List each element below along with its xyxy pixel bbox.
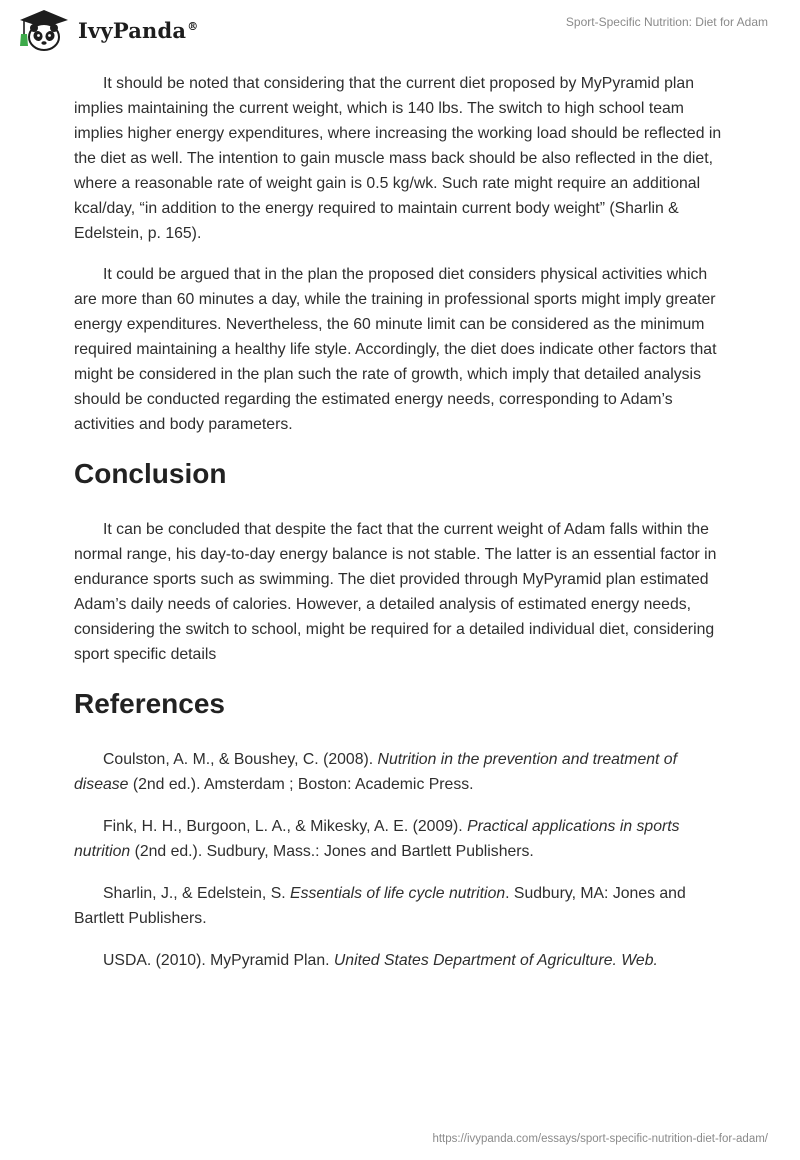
body-paragraph: It should be noted that considering that the current diet proposed by MyPyramid plan implies maintaining the current weight, which is 140 lbs. The switch to high school team implies higher energy expenditures, where increasing the working load should be reflected in the diet as well. The intention to gain muscle mass back should be also reflected in the diet, where a reasonable rate of weight gain is 0.5 kg/wk. Such rate might require an additional kcal/day, “in addition to the energy required to maintain current body weight” (Sharlin & Edelstein, p. 165).	[74, 75, 722, 242]
panda-graduation-cap-icon	[14, 8, 72, 52]
conclusion-paragraph: It can be concluded that despite the fact that the current weight of Adam falls within the normal range, his day-to-day energy balance is not stable. The latter is an essential factor in endurance sports such as swimming. The diet provided through MyPyramid plan estimated Adam’s daily needs of calories. However, a detailed analysis of estimated energy needs, considering the switch to school, might be required for a detailed individual diet, considering sport specific details	[74, 521, 717, 663]
ivypanda-logo[interactable]	[14, 8, 198, 52]
conclusion-heading: Conclusion	[74, 458, 227, 489]
document-title: Sport-Specific Nutrition: Diet for Adam	[565, 15, 768, 29]
page-header	[0, 0, 800, 60]
essay-content	[74, 71, 724, 990]
source-url-link[interactable]: https://ivypanda.com/essays/sport-specific-nutrition-diet-for-adam/	[432, 1133, 768, 1145]
references-list	[74, 747, 724, 973]
reference-item: Fink, H. H., Burgoon, L. A., & Mikesky, A. E. (2009). Practical applications in sports nutrition (2nd ed.). Sudbury, Mass.: Jones and Bartlett Publishers.	[74, 818, 680, 860]
reference-item: USDA. (2010). MyPyramid Plan. United States Department of Agriculture. Web.	[103, 952, 658, 969]
body-paragraph: It could be argued that in the plan the proposed diet considers physical activities which are more than 60 minutes a day, while the training in professional sports might imply greater energy expenditures. Nevertheless, the 60 minute limit can be considered as the minimum required maintaining a healthy life style. Accordingly, the diet does indicate other factors that might be considered in the plan such the rate of growth, which imply that detailed analysis should be conducted regarding the estimated energy needs, corresponding to Adam’s activities and body parameters.	[74, 266, 717, 433]
logo-wordmark: IvyPanda®	[78, 17, 199, 43]
reference-item: Sharlin, J., & Edelstein, S. Essentials of life cycle nutrition. Sudbury, MA: Jones and Bartlett Publishers.	[74, 885, 686, 927]
references-heading: References	[74, 688, 225, 719]
reference-item: Coulston, A. M., & Boushey, C. (2008). Nutrition in the prevention and treatment of disease (2nd ed.). Amsterdam ; Boston: Academic Press.	[74, 751, 677, 793]
